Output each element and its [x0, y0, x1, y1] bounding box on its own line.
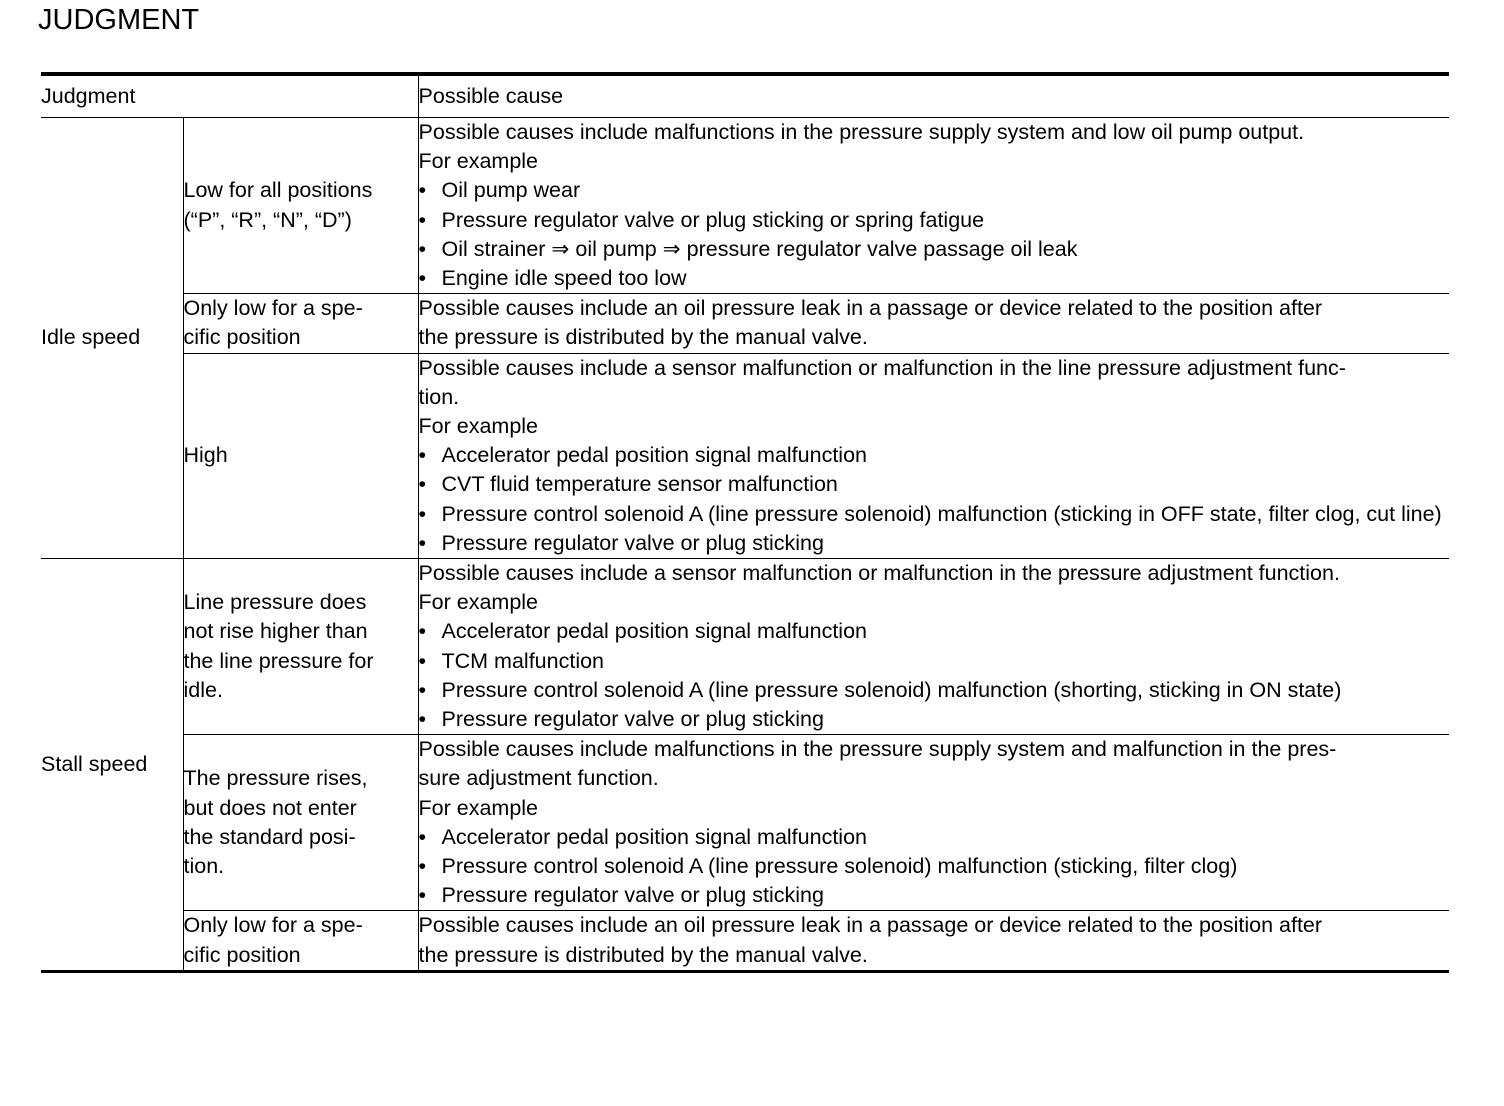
header-judgment: Judgment [41, 74, 418, 118]
cause-text-line: sure adjustment function. [418, 766, 659, 791]
table-row [41, 911, 1449, 971]
judgment-line: Line pressure does [183, 590, 367, 615]
table-header-row [41, 74, 1449, 118]
category-cell: Stall speed [41, 559, 183, 972]
judgment-line: the standard posi- [183, 824, 356, 849]
table-row [41, 118, 1449, 294]
cause-bullet-item: • Pressure regulator valve or plug sticking [419, 705, 1450, 734]
cause-bullet-item: • Accelerator pedal position signal malfunction [419, 823, 1450, 852]
judgment-cell [183, 353, 418, 558]
cause-text-line: Possible causes include an oil pressure leak in a passage or device related to the position after [418, 296, 1323, 321]
header-possible-cause: Possible cause [418, 74, 1449, 118]
cause-cell [418, 353, 1449, 558]
cause-bullet-item: • Pressure control solenoid A (line pressure solenoid) malfunction (sticking, filter clog) [419, 852, 1450, 881]
judgment-cell [183, 294, 418, 353]
cause-text-line: Possible causes include a sensor malfunction or malfunction in the pressure adjustment function. [418, 561, 1340, 586]
judgment-line: tion. [183, 854, 225, 879]
judgment-line: but does not enter [183, 795, 357, 820]
cause-bullet-list [419, 617, 1450, 734]
judgment-cell [183, 735, 418, 911]
cause-text-line: tion. [418, 384, 460, 409]
cause-bullet-list [419, 441, 1450, 558]
cause-bullet-item: • Engine idle speed too low [419, 264, 1450, 293]
page-title: JUDGMENT [38, 4, 200, 36]
cause-cell [418, 735, 1449, 911]
table-row [41, 353, 1449, 558]
cause-text-line: the pressure is distributed by the manual valve. [418, 942, 868, 967]
judgment-line: idle. [183, 677, 223, 702]
cause-text-line: Possible causes include malfunctions in the pressure supply system and malfunction in the pres- [418, 737, 1337, 762]
cause-bullet-item: • Oil pump wear [419, 176, 1450, 205]
judgment-cell [183, 911, 418, 971]
judgment-table [41, 72, 1449, 973]
cause-text-line: Possible causes include a sensor malfunction or malfunction in the line pressure adjustment func- [418, 355, 1346, 380]
judgment-cell [183, 118, 418, 294]
cause-cell [418, 294, 1449, 353]
cause-bullet-item: • Oil strainer ⇒ oil pump ⇒ pressure regulator valve passage oil leak [419, 235, 1450, 264]
judgment-line: Low for all positions [183, 178, 373, 203]
cause-text-line: For example [418, 414, 539, 439]
cause-cell [418, 559, 1449, 735]
cause-bullet-item: • Pressure control solenoid A (line pressure solenoid) malfunction (sticking in OFF state, filter clog, cut line) [419, 500, 1450, 529]
cause-bullet-item: • Pressure regulator valve or plug sticking or spring fatigue [419, 206, 1450, 235]
cause-bullet-item: • CVT fluid temperature sensor malfunction [419, 470, 1450, 499]
cause-text-line: the pressure is distributed by the manual valve. [418, 325, 868, 350]
cause-bullet-item: • Pressure regulator valve or plug sticking [419, 881, 1450, 910]
table-row [41, 735, 1449, 911]
judgment-line: Only low for a spe- [183, 913, 363, 938]
cause-cell [418, 118, 1449, 294]
cause-text-line: Possible causes include malfunctions in the pressure supply system and low oil pump output. [418, 120, 1305, 144]
judgment-line: Only low for a spe- [183, 296, 363, 321]
cause-text-line: For example [418, 149, 539, 174]
category-cell: Idle speed [41, 118, 183, 559]
cause-text-line: For example [418, 795, 539, 820]
table-row [41, 559, 1449, 735]
judgment-line: cific position [183, 942, 301, 967]
cause-bullet-item: • Accelerator pedal position signal malfunction [419, 617, 1450, 646]
judgment-line: High [183, 443, 228, 468]
cause-text-line: Possible causes include an oil pressure leak in a passage or device related to the position after [418, 913, 1323, 938]
judgment-line: (“P”, “R”, “N”, “D”) [183, 207, 352, 232]
judgment-line: cific position [183, 325, 301, 350]
cause-bullet-item: • Pressure control solenoid A (line pressure solenoid) malfunction (shorting, sticking in ON state) [419, 676, 1450, 705]
judgment-line: the line pressure for [183, 648, 374, 673]
judgment-line: The pressure rises, [183, 766, 368, 791]
judgment-cell [183, 559, 418, 735]
cause-bullet-item: • Pressure regulator valve or plug sticking [419, 529, 1450, 558]
cause-bullet-item: • TCM malfunction [419, 647, 1450, 676]
table-row [41, 294, 1449, 353]
cause-cell [418, 911, 1449, 971]
cause-bullet-list [419, 823, 1450, 911]
table-body [41, 118, 1449, 972]
cause-bullet-list [419, 176, 1450, 293]
cause-text-line: For example [418, 590, 539, 615]
judgment-line: not rise higher than [183, 619, 368, 644]
cause-bullet-item: • Accelerator pedal position signal malfunction [419, 441, 1450, 470]
